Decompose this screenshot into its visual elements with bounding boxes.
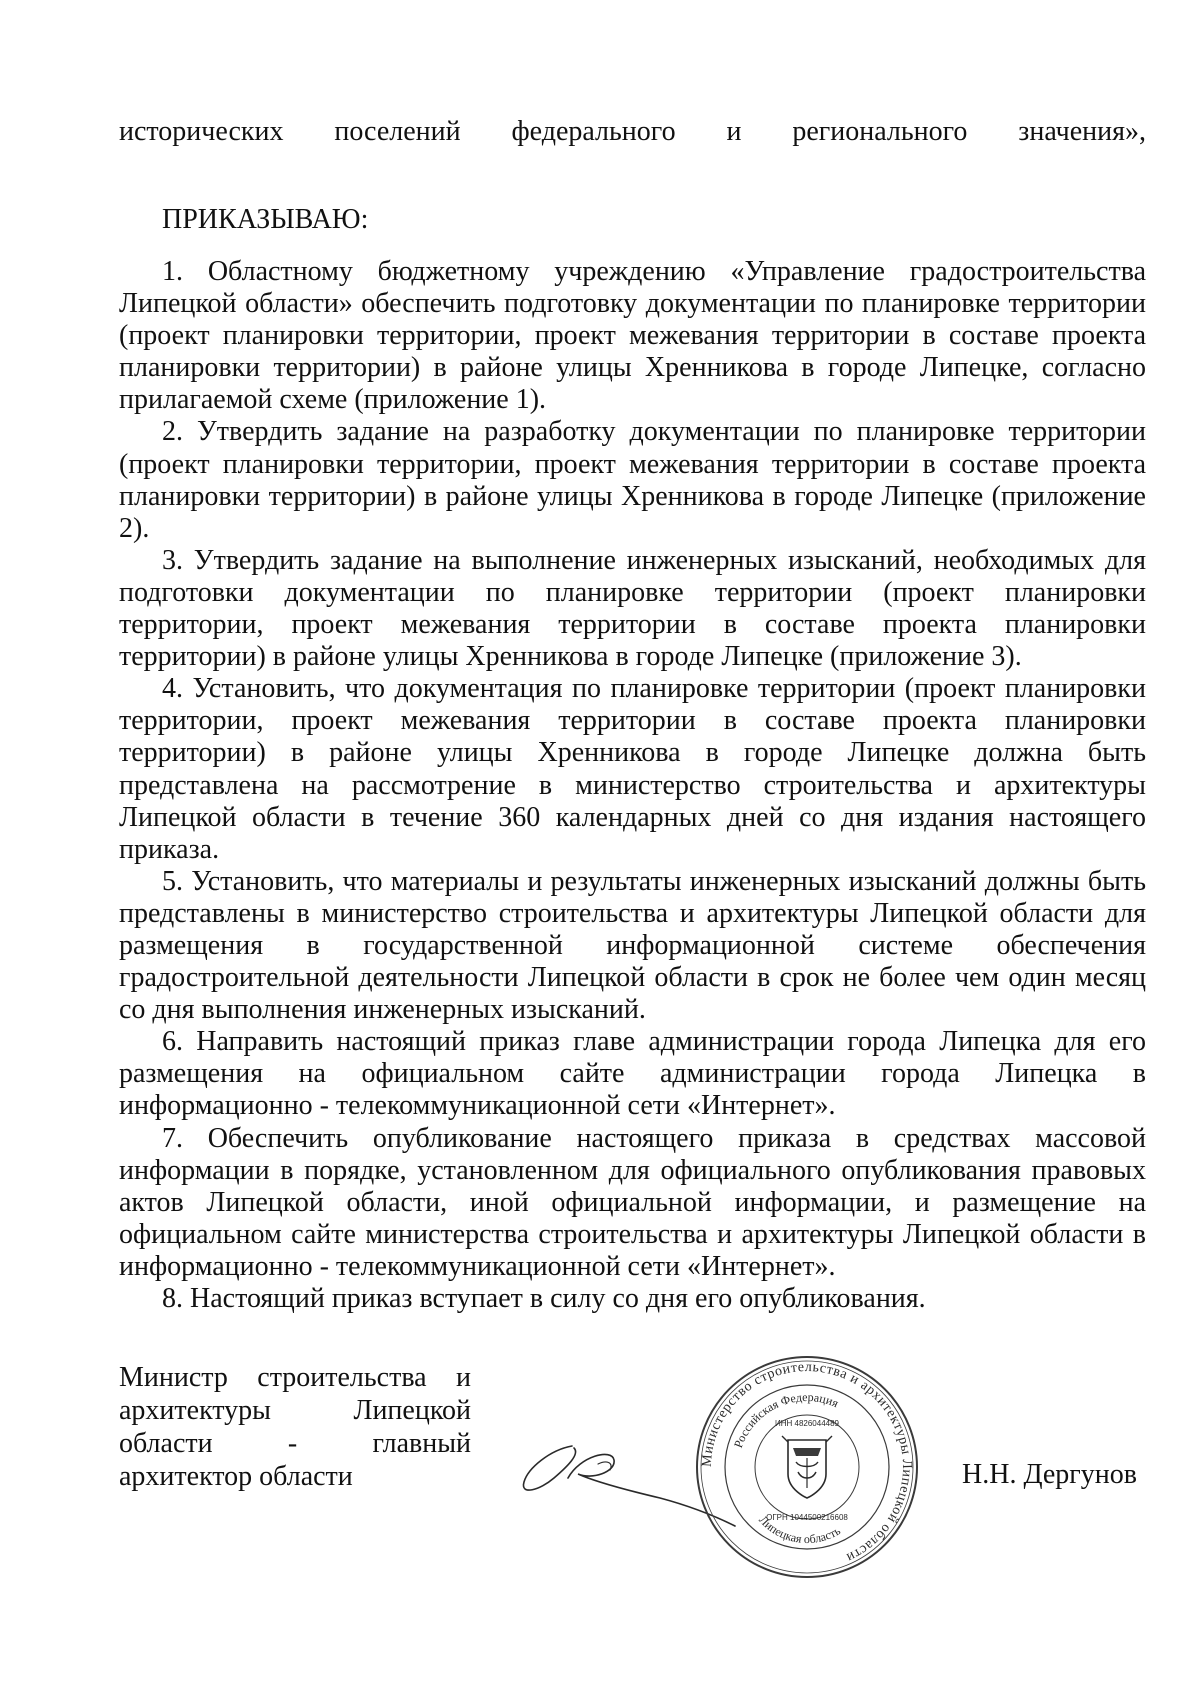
coat-of-arms-icon bbox=[782, 1436, 832, 1498]
order-item-1: 1. Областному бюджетному учреждению «Управление градостроительства Липецкой области» обеспечить подготовку документации по планировке территории (проект планировки территории, проект межевания территории в составе проекта планировки территории) в районе улицы Хренникова в городе Липецке, согласно прилагаемой схеме (приложение 1). bbox=[119, 256, 1146, 416]
seal-country-text: Российская Федерация bbox=[731, 1389, 841, 1450]
signatory-position-line: Министр строительства и bbox=[119, 1362, 471, 1393]
order-item-7: 7. Обеспечить опубликование настоящего приказа в средствах массовой информации в порядке, установленном для официального опубликования правовых актов Липецкой области, иной официальной информации, и размещение на официальном сайте министерства строительства и архитектуры Липецкой области в информационно - телекоммуникационной сети «Интернет». bbox=[119, 1122, 1146, 1282]
signatory-position bbox=[119, 1361, 471, 1493]
seal-inn-text: ИНН 4826044489 bbox=[774, 1419, 840, 1428]
order-item-6: 6. Направить настоящий приказ главе администрации города Липецка для его размещения на официальном сайте администрации города Липецка в информационно - телекоммуникационной сети «Интернет». bbox=[119, 1026, 1146, 1122]
order-item-2: 2. Утвердить задание на разработку документации по планировке территории (проект планировки территории, проект межевания территории в составе проекта планировки территории) в районе улицы Хренникова в городе Липецке (приложение 2). bbox=[119, 416, 1146, 544]
order-items bbox=[119, 256, 1146, 1315]
seal-region-text: Липецкая область bbox=[756, 1512, 843, 1547]
order-heading: ПРИКАЗЫВАЮ: bbox=[162, 204, 369, 235]
order-item-3: 3. Утвердить задание на выполнение инженерных изысканий, необходимых для подготовки документации по планировке территории (проект планировки территории, проект межевания территории в составе проекта планировки территории) в районе улицы Хренникова в городе Липецке (приложение 3). bbox=[119, 544, 1146, 673]
seal-outer-text: Министерство строительства и архитектуры Липецкой области bbox=[699, 1359, 915, 1565]
signatory-name: Н.Н. Дергунов bbox=[962, 1459, 1137, 1490]
official-seal bbox=[692, 1352, 922, 1582]
continuation-line: исторических поселений федерального и регионального значения», bbox=[119, 116, 1146, 147]
signatory-position-line: архитектор области bbox=[119, 1461, 353, 1492]
order-item-4: 4. Установить, что документация по планировке территории (проект планировки территории, проект межевания территории в составе проекта планировки территории) в районе улицы Хренникова в городе Липецке должна быть представлена на рассмотрение в министерство строительства и архитектуры Липецкой области в течение 360 календарных дней со дня издания настоящего приказа. bbox=[119, 673, 1146, 865]
seal-ogrn-text: ОГРН 1044500216608 bbox=[766, 1513, 848, 1522]
order-item-5: 5. Установить, что материалы и результаты инженерных изысканий должны быть представлены в министерство строительства и архитектуры Липецкой области для размещения в государственной информационной системе обеспечения градостроительной деятельности Липецкой области в срок не более чем один месяц со дня выполнения инженерных изысканий. bbox=[119, 865, 1146, 1026]
signatory-position-line: архитектуры Липецкой bbox=[119, 1395, 471, 1426]
signatory-position-line: области - главный bbox=[119, 1428, 471, 1459]
order-item-8: 8. Настоящий приказ вступает в силу со дня его опубликования. bbox=[162, 1283, 926, 1314]
